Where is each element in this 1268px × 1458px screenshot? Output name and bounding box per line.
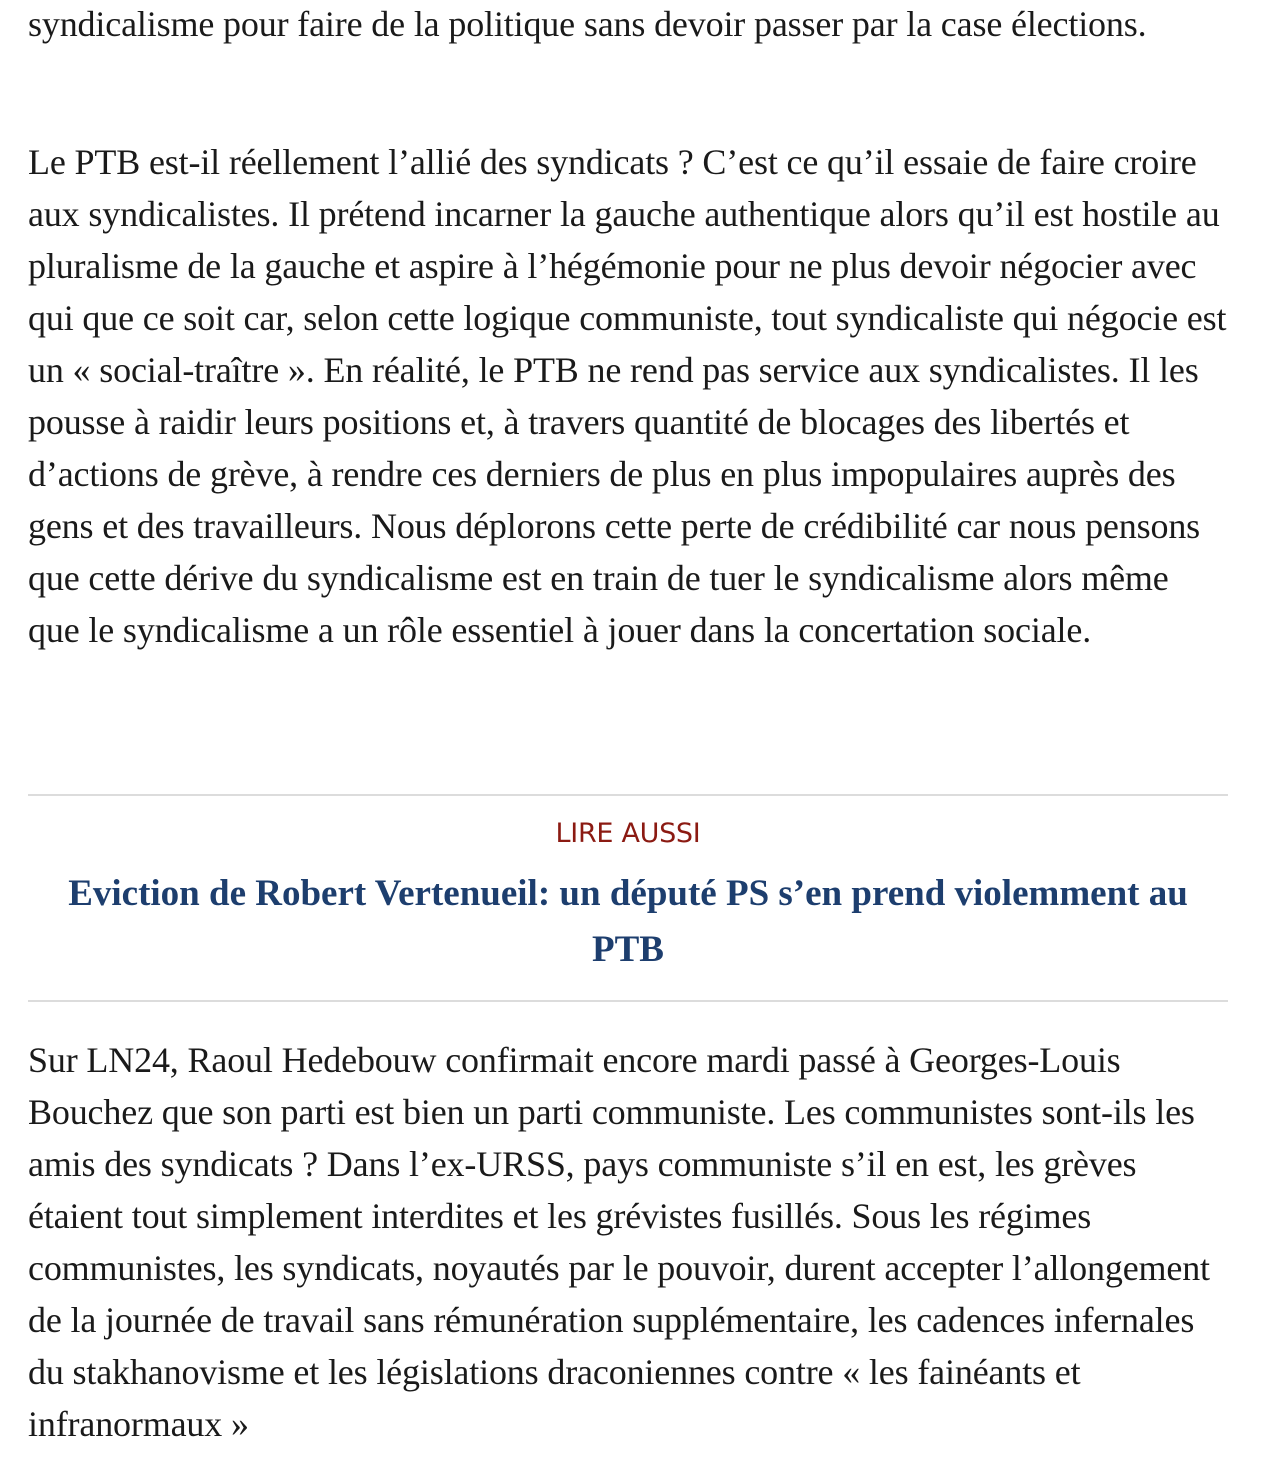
related-article-link[interactable]: Eviction de Robert Vertenueil: un député PS s’en prend violemment au PTB: [68, 873, 1188, 970]
read-also-box: [28, 794, 1228, 1002]
read-also-label: LIRE AUSSI: [555, 818, 701, 849]
article-paragraph: syndicalisme pour faire de la politique sans devoir passer par la case élections.: [28, 4, 1147, 44]
article-paragraph: Sur LN24, Raoul Hedebouw confirmait encore mardi passé à Georges-Louis Bouchez que son parti est bien un parti communiste. Les communistes sont-ils les amis des syndicats ? Dans l’ex-URSS, pays communiste s’il en est, les grèves étaient tout simplement interdites et les grévistes fusillés. Sous les régimes communistes, les syndicats, noyautés par le pouvoir, durent accepter l’allongement de la journée de travail sans rémunération supplémentaire, les cadences infernales du stakhanovisme et les législations draconiennes contre « les fainéants et infranormaux »: [28, 1040, 1210, 1444]
article-paragraph: Le PTB est-il réellement l’allié des syndicats ? C’est ce qu’il essaie de faire croire aux syndicalistes. Il prétend incarner la gauche authentique alors qu’il est hostile au pluralisme de la gauche et aspire à l’hégémonie pour ne plus devoir négocier avec qui que ce soit car, selon cette logique communiste, tout syndicaliste qui négocie est un « social-traître ». En réalité, le PTB ne rend pas service aux syndicalistes. Il les pousse à raidir leurs positions et, à travers quantité de blocages des libertés et d’actions de grève, à rendre ces derniers de plus en plus impopulaires auprès des gens et des travailleurs. Nous déplorons cette perte de crédibilité car nous pensons que cette dérive du syndicalisme est en train de tuer le syndicalisme alors même que le syndicalisme a un rôle essentiel à jouer dans la concertation sociale.: [28, 142, 1227, 650]
